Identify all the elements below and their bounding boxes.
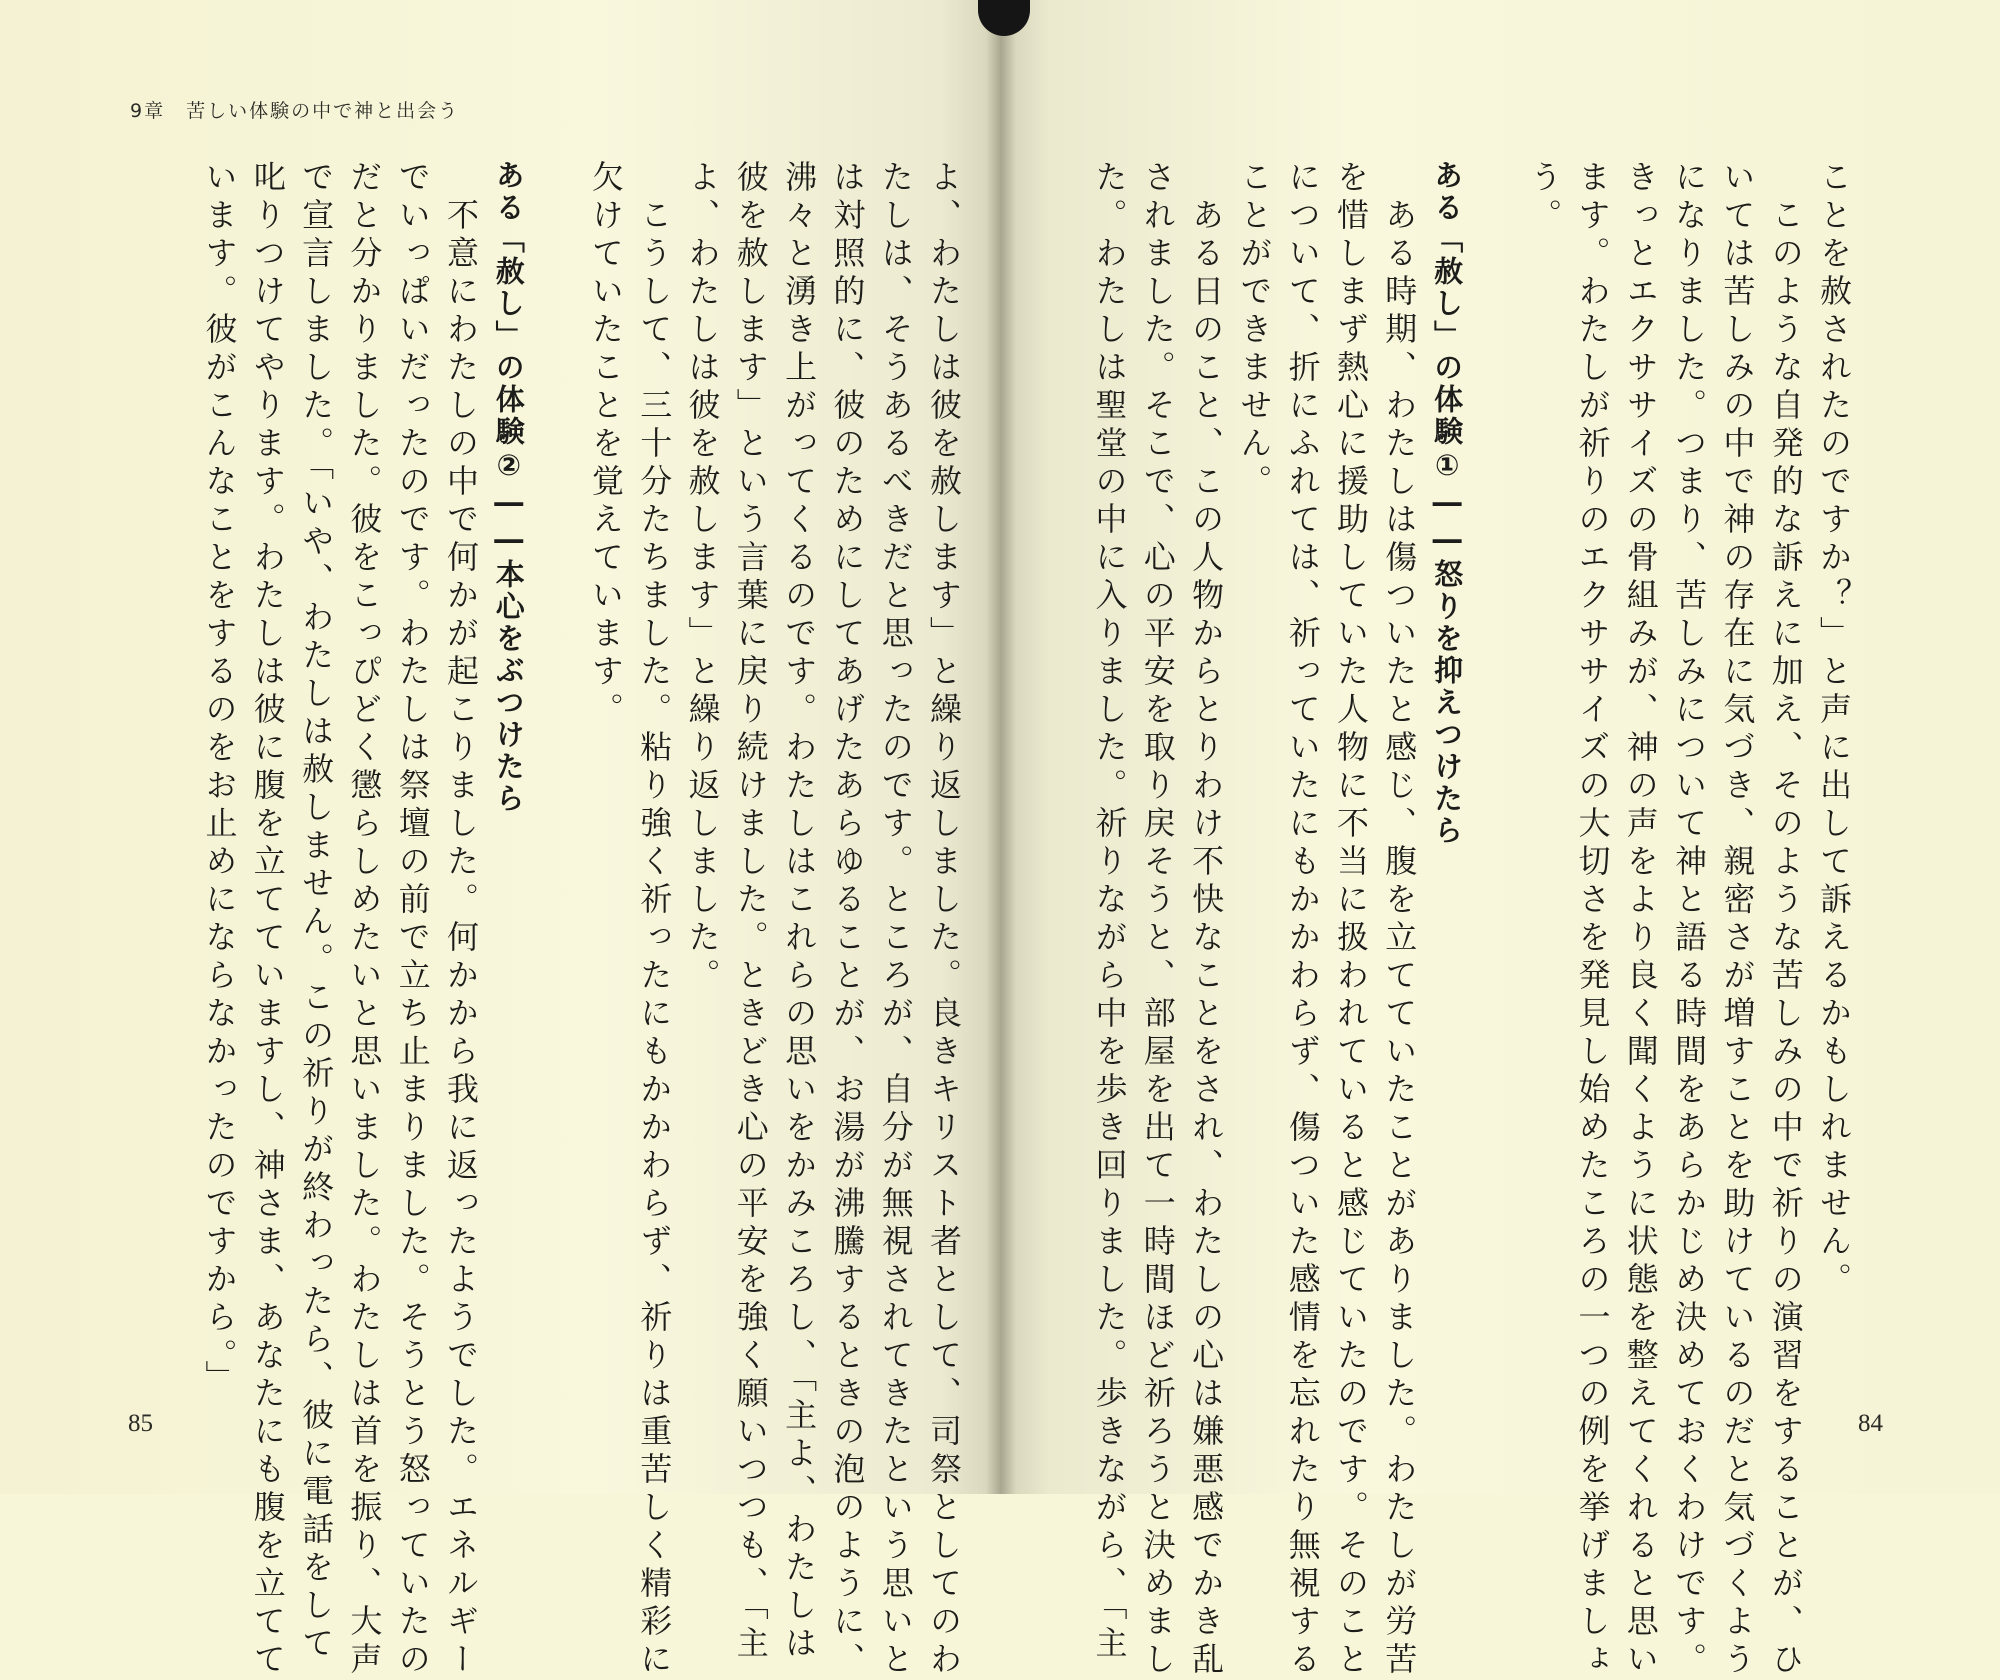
text-column: になりました。つまり、苦しみについて神と語る時間をあらかじめ決めておくわけです。 xyxy=(1670,160,1709,1680)
text-column: こうして、三十分たちました。粘り強く祈ったにもかかわらず、祈りは重苦しく精彩に xyxy=(635,160,674,1680)
running-head: 9章 苦しい体験の中で神と出会う xyxy=(130,100,460,122)
text-column: よ、わたしは彼を赦します」と繰り返しました。 xyxy=(683,160,722,996)
text-column: 沸々と湧き上がってくるのです。わたしはこれらの思いをかみころし、「主よ、わたしは xyxy=(780,160,819,1664)
text-column: を惜しまず熱心に援助していた人物に不当に扱われていると感じていたのです。そのこと xyxy=(1332,160,1370,1680)
text-column: で宣言しました。「いや、わたしは赦しません。この祈りが終わったら、彼に電話をして xyxy=(297,160,336,1664)
text-column: だと分かりました。彼をこっぴどく懲らしめたいと思いました。わたしは首を振り、大声 xyxy=(345,160,384,1680)
text-column: について、折にふれては、祈っていたにもかかわらず、傷ついた感情を忘れたり無視する xyxy=(1283,160,1322,1680)
section-heading: ある「赦し」の体験①――怒りを抑えつけたら xyxy=(1430,160,1465,847)
text-column: ある時期、わたしは傷ついたと感じ、腹を立てていたことがありました。わたしが労苦 xyxy=(1380,160,1419,1680)
text-column xyxy=(1474,160,1518,1338)
text-column: う。 xyxy=(1525,160,1564,236)
text-column xyxy=(536,160,580,1338)
text-column: ことができません。 xyxy=(1235,160,1274,502)
text-column: 彼を赦します」という言葉に戻り続けました。ときどき心の平安を強く願いつつも、「主 xyxy=(731,160,770,1664)
book-gutter xyxy=(986,0,1016,1494)
text-column: 不意にわたしの中で何かが起こりました。何かから我に返ったようでした。エネルギー xyxy=(442,160,480,1680)
text-column: されました。そこで、心の平安を取り戻そうと、部屋を出て一時間ほど祈ろうと決めまし xyxy=(1138,160,1177,1680)
text-column: た。わたしは聖堂の中に入りました。祈りながら中を歩き回りました。歩きながら、「主 xyxy=(1090,160,1129,1664)
page-number-left: 85 xyxy=(128,1410,153,1437)
text-column: います。彼がこんなことをするのをお止めにならなかったのですから。」 xyxy=(200,160,239,1398)
text-column: でいっぱいだったのです。わたしは祭壇の前で立ち止まりました。そうとう怒っていたの xyxy=(393,160,432,1680)
text-column: きっとエクササイズの骨組みが、神の声をより良く聞くように状態を整えてくれると思い xyxy=(1621,160,1660,1680)
text-column: よ、わたしは彼を赦します」と繰り返しました。良きキリスト者として、司祭としてのわ xyxy=(925,160,963,1680)
text-column: は対照的に、彼のためにしてあげたあらゆることが、お湯が沸騰するときの泡のように、 xyxy=(828,160,867,1680)
page-number-right: 84 xyxy=(1858,1410,1883,1437)
text-column: ことを赦されたのですか？」と声に出して訴えるかもしれません。 xyxy=(1815,160,1853,1300)
text-column: このような自発的な訴えに加え、そのような苦しみの中で祈りの演習をすることが、ひ xyxy=(1766,160,1805,1680)
text-column: たしは、そうあるべきだと思ったのです。ところが、自分が無視されてきたという思いと xyxy=(876,160,915,1680)
text-column: いては苦しみの中で神の存在に気づき、親密さが増すことを助けているのだと気づくよう xyxy=(1718,160,1757,1680)
text-column: ある日のこと、この人物からとりわけ不快なことをされ、わたしの心は嫌悪感でかき乱 xyxy=(1187,160,1226,1680)
text-column: 叱りつけてやります。わたしは彼に腹を立てていますし、神さま、あなたにも腹を立てて xyxy=(248,160,287,1680)
text-column: 欠けていたことを覚えています。 xyxy=(586,160,625,730)
section-heading: ある「赦し」の体験②――本心をぶつけたら xyxy=(491,160,526,815)
text-column: ます。わたしが祈りのエクササイズの大切さを発見し始めたころの一つの例を挙げましょ xyxy=(1573,160,1612,1680)
